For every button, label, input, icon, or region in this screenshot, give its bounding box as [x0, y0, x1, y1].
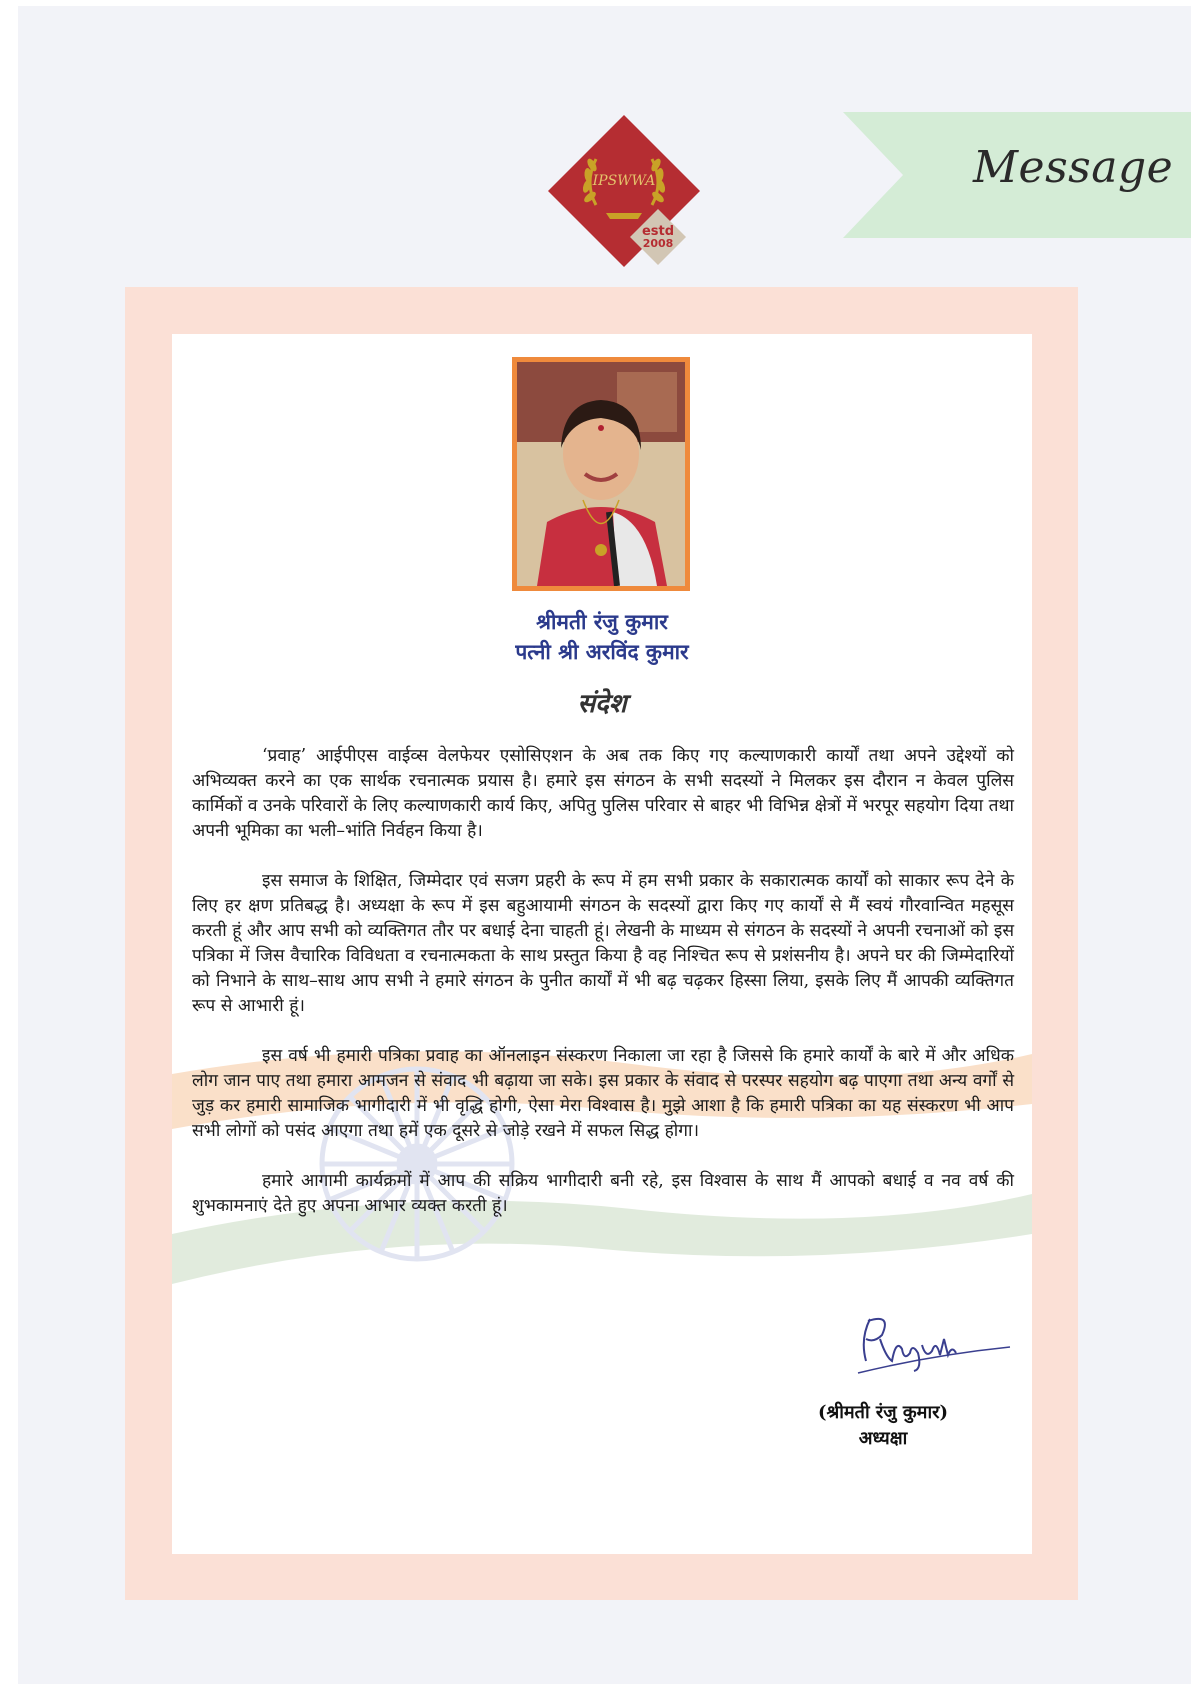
logo-emblem-icon: [544, 113, 704, 273]
signoff-name: (श्रीमती रंजु कुमार): [818, 1402, 948, 1423]
association-logo: [544, 113, 704, 273]
message-paragraph: हमारे आगामी कार्यक्रमों में आप की सक्रिय भागीदारी बनी रहे, इस विश्वास के साथ मैं आपको बधाई व नव वर्ष की शुभकामनाएं देते हुए अपना आभार व्यक्त करती हूं।: [192, 1171, 1014, 1216]
message-body: [192, 744, 1014, 1244]
message-heading: संदेश: [577, 689, 627, 719]
person-name-block: [172, 607, 1032, 667]
message-ribbon: [843, 112, 1191, 238]
message-card: [172, 334, 1032, 1554]
person-name: श्रीमती रंजु कुमार: [536, 609, 668, 634]
message-paragraph: इस समाज के शिक्षित, जिम्मेदार एवं सजग प्रहरी के रूप में हम सभी प्रकार के सकारात्मक कार्यों को साकार रूप देने के लिए हर क्षण प्रतिबद्ध है। अध्यक्षा के रूप में इस बहुआयामी संगठन के सदस्यों द्वारा किए गए कार्यों से मैं स्वयं गौरवान्वित महसूस करती हूं और आप सभी को व्यक्तिगत तौर पर बधाई देना चाहती हूं। लेखनी के माध्यम से संगठन के सदस्यों ने अपनी रचनाओं को इस पत्रिका में जिस वैचारिक विविधता व रचनात्मकता के साथ प्रस्तुत किया है वह निश्चित रूप से प्रशंसनीय है। अपने घर की जिम्मेदारियों को निभाने के साथ–साथ आप सभी ने हमारे संगठन के पुनीत कार्यों में भी बढ़ चढ़कर हिस्सा लिया, इसके लिए मैं आपकी व्यक्तिगत रूप से आभारी हूं।: [192, 871, 1014, 1016]
signature-icon: [852, 1309, 1012, 1379]
message-paragraph: इस वर्ष भी हमारी पत्रिका प्रवाह का ऑनलाइन संस्करण निकाला जा रहा है जिससे कि हमारे कार्यों के बारे में और अधिक लोग जान पाए तथा हमारा आमजन से संवाद भी बढ़ाया जा सके। इस प्रकार के संवाद से परस्पर सहयोग बढ़ पाएगा तथा अन्य वर्गों से जुड़ कर हमारी सामाजिक भागीदारी में भी वृद्धि होगी, ऐसा मेरा विश्वास है। मुझे आशा है कि हमारी पत्रिका का यह संस्करण भी आप सभी लोगों को पसंद आएगा तथा हमें एक दूसरे से जोड़े रखने में सफल सिद्ध होगा।: [192, 1046, 1014, 1141]
logo-badge-estd: estd: [641, 224, 675, 239]
signoff-block: [752, 1400, 1014, 1452]
message-paragraph: ‘प्रवाह’ आईपीएस वाईव्स वेलफेयर एसोसिएशन के अब तक किए गए कल्याणकारी कार्यों तथा अपने उद्देश्यों को अभिव्यक्त करने का एक सार्थक रचनात्मक प्रयास है। हमारे इस संगठन के सभी सदस्यों ने मिलकर इस दौरान न केवल पुलिस कार्मिकों व उनके परिवारों के लिए कल्याणकारी कार्य किए, अपितु पुलिस परिवार से बाहर भी विभिन्न क्षेत्रों में भरपूर सहयोग दिया तथा अपनी भूमिका का भली–भांति निर्वहन किया है।: [192, 746, 1014, 841]
portrait-photo: [512, 357, 690, 591]
portrait-photo-icon: [517, 362, 685, 586]
person-relation: पत्नी श्री अरविंद कुमार: [515, 639, 689, 664]
logo-monogram: IPSWWA: [592, 173, 656, 189]
logo-badge-year: 2008: [642, 237, 674, 250]
signoff-title: अध्यक्षा: [858, 1428, 908, 1449]
ribbon-label: Message: [973, 142, 1174, 193]
